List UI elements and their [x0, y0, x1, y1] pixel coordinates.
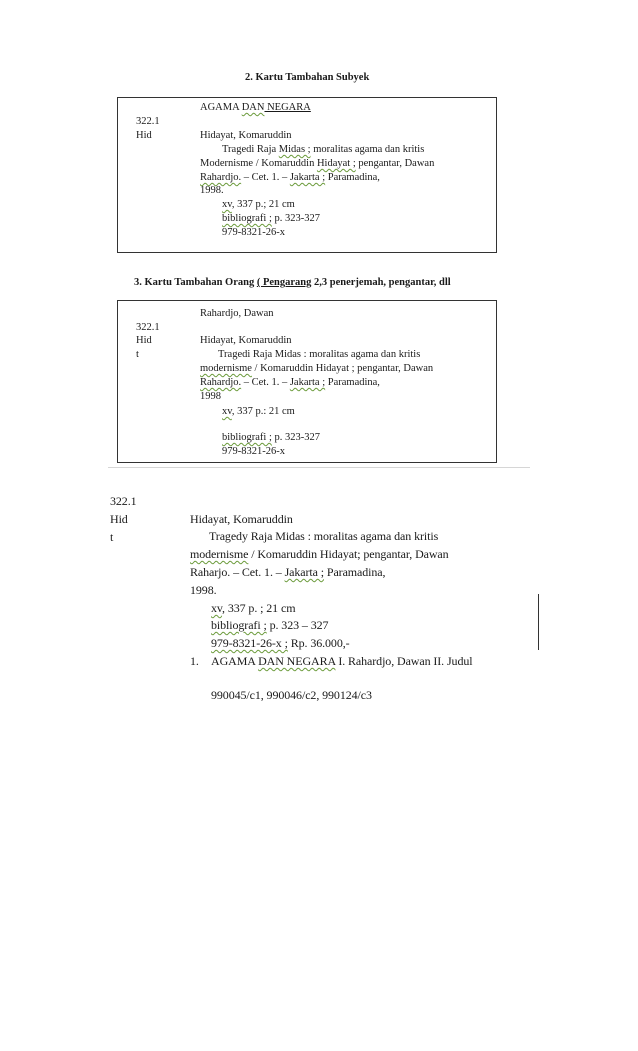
line4-jakarta: Jakarta ; [289, 377, 326, 388]
card3-line3 [200, 362, 433, 376]
tracing-num: 1. [190, 654, 199, 668]
title-prefix: Tragedi Raja [222, 144, 279, 155]
card2-author: Hidayat, Komaruddin [200, 130, 292, 141]
line4-rahardjo: Rahardjo. [200, 377, 242, 388]
line4-mid: – Cet. 1. – [241, 172, 290, 183]
main-collation [211, 601, 295, 616]
biblio-rest: p. 323-327 [271, 213, 320, 224]
card3-isbn: 979-8321-26-x [222, 446, 285, 457]
card3-author: Hidayat, Komaruddin [200, 335, 292, 346]
card3-call-letters: Hid [136, 335, 152, 346]
card2-line4 [200, 171, 380, 185]
subject-negara: NEGARA [264, 102, 311, 113]
card2-call-number: 322.1 [136, 116, 160, 127]
main-copy-numbers: 990045/c1, 990046/c2, 990124/c3 [211, 688, 372, 702]
title-midas: Midas ; [278, 144, 311, 155]
line4-prefix: Raharjo. – Cet. 1. – [190, 565, 285, 579]
main-tracing-text [211, 654, 473, 669]
collation-rest: , 337 p.; 21 cm [231, 199, 295, 210]
card2-year: 1998. [200, 185, 224, 196]
line4-rest: Paramadina, [325, 377, 380, 388]
biblio-label: bibliografi ; [222, 213, 272, 224]
card3-line4 [200, 376, 380, 390]
subject-text: AGAMA [200, 102, 242, 113]
biblio-label: bibliografi ; [222, 432, 272, 443]
heading3-rest: 2,3 penerjemah, pengantar, dll [311, 277, 451, 288]
tracing-dan-negara: DAN NEGARA [258, 654, 336, 668]
card3-call-number: 322.1 [136, 322, 160, 333]
card2-subject-heading [200, 101, 311, 115]
main-call-number: 322.1 [110, 494, 137, 508]
heading3-pengarang: ( Pengarang [256, 277, 312, 288]
card2-line3 [200, 157, 434, 171]
line3-rest: / Komaruddin Hidayat; pengantar, Dawan [248, 547, 449, 561]
line4-jakarta: Jakarta ; [289, 172, 326, 183]
line3-prefix: Modernisme / Komaruddin [200, 158, 317, 169]
subject-dan: DAN [241, 102, 265, 113]
price: Rp. 36.000,- [287, 636, 350, 650]
line4-mid: – Cet. 1. – [241, 377, 290, 388]
collation-xv: xv [222, 406, 232, 417]
line4-rest: Paramadina, [325, 172, 380, 183]
tracing-agama: AGAMA [211, 654, 259, 668]
isbn: 979-8321-26-x ; [211, 636, 288, 650]
text-cursor-bar [538, 594, 539, 650]
card2-collation [222, 198, 295, 212]
main-bibliography [211, 618, 328, 633]
tracing-rest: I. Rahardjo, Dawan II. Judul [335, 654, 473, 668]
main-isbn-price [211, 636, 350, 651]
main-call-letters: Hid [110, 512, 128, 526]
card2-isbn: 979-8321-26-x [222, 227, 285, 238]
card3-year: 1998 [200, 391, 221, 402]
main-year: 1998. [190, 583, 217, 597]
main-title-line: Tragedy Raja Midas : moralitas agama dan kritis [209, 529, 439, 543]
collation-rest: , 337 p.: 21 cm [231, 406, 295, 417]
card3-call-t: t [136, 349, 139, 360]
line3-rest: / Komaruddin Hidayat ; pengantar, Dawan [251, 363, 434, 374]
title-rest: moralitas agama dan kritis [310, 144, 425, 155]
collation-xv: xv [222, 199, 232, 210]
main-author: Hidayat, Komaruddin [190, 512, 293, 526]
main-line3 [190, 547, 449, 562]
section-2-heading: 2. Kartu Tambahan Subyek [245, 72, 370, 83]
heading3-prefix: 3. Kartu Tambahan Orang [134, 277, 257, 288]
collation-rest: , 337 p. ; 21 cm [222, 601, 296, 615]
card3-bibliography [222, 431, 320, 445]
line4-jakarta: Jakarta ; [284, 565, 324, 579]
line3-modernisme: modernisme [200, 363, 252, 374]
section-3-heading [134, 277, 451, 288]
line4-rahardjo: Rahardjo. [200, 172, 242, 183]
collation-xv: xv [211, 601, 223, 615]
card3-collation [222, 405, 295, 419]
section-divider [108, 467, 530, 468]
main-line4 [190, 565, 385, 580]
biblio-rest: p. 323 – 327 [266, 618, 329, 632]
main-call-t: t [110, 530, 114, 544]
biblio-rest: p. 323-327 [271, 432, 320, 443]
card2-title-line [222, 143, 424, 157]
line4-rest: Paramadina, [323, 565, 386, 579]
biblio-label: bibliografi ; [211, 618, 267, 632]
card3-title-line: Tragedi Raja Midas : moralitas agama dan kritis [218, 349, 421, 360]
card2-call-letters: Hid [136, 130, 152, 141]
line3-rest: pengantar, Dawan [355, 158, 435, 169]
line3-modernisme: modernisme [190, 547, 249, 561]
card2-bibliography [222, 212, 320, 226]
main-tracing [190, 654, 199, 669]
card3-added-entry: Rahardjo, Dawan [200, 308, 274, 319]
line3-hidayat: Hidayat ; [316, 158, 356, 169]
